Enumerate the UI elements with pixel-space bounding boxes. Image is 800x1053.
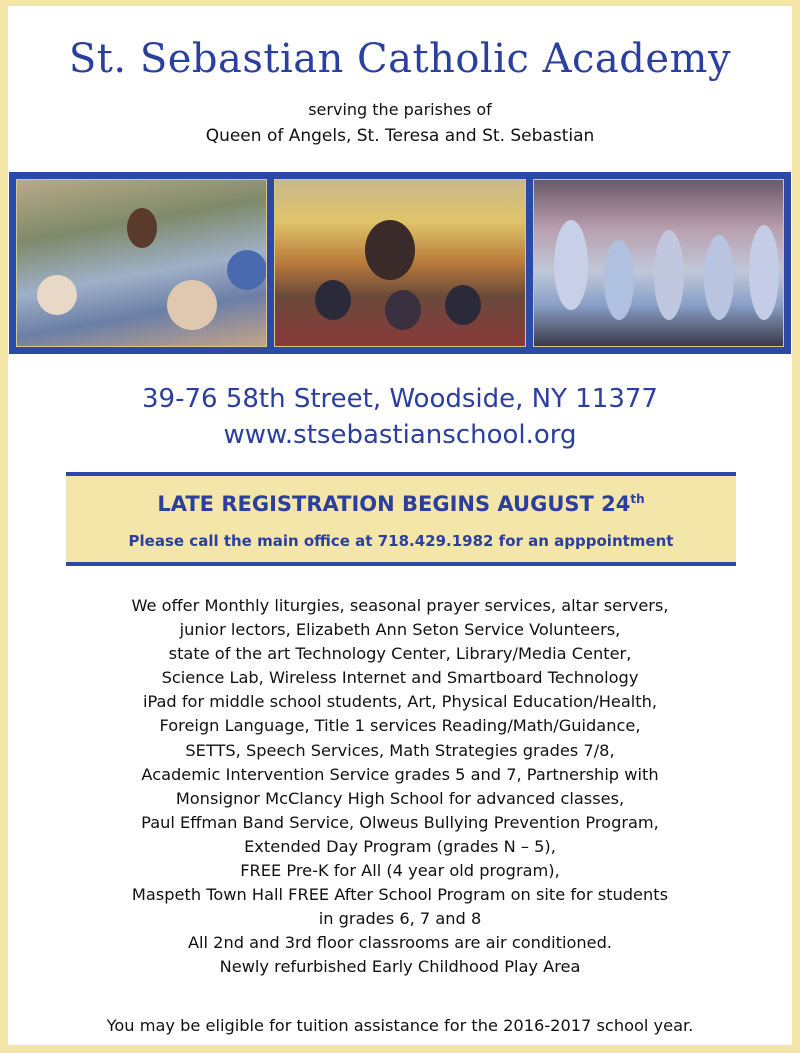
school-website-link[interactable]: www.stsebastianschool.org [223,420,577,450]
offering-line: Monsignor McClancy High School for advanced classes, [175,788,625,808]
registration-headline [66,492,736,516]
tuition-note: You may be eligible for tuition assistance for the 2016-2017 school year. [106,1016,694,1035]
offering-line: Science Lab, Wireless Internet and Smartboard Technology [161,668,639,688]
registration-headline-suffix: th [630,492,645,506]
school-address: 39-76 58th Street, Woodside, NY 11377 [142,384,658,414]
school-title: St. Sebastian Catholic Academy [68,36,732,82]
offering-line: Paul Effman Band Service, Olweus Bullying Prevention Program, [141,812,659,832]
offering-line: We offer Monthly liturgies, seasonal prayer services, altar servers, [131,596,669,615]
offering-line: All 2nd and 3rd floor classrooms are air conditioned. [187,933,613,953]
parishes-text: Queen of Angels, St. Teresa and St. Sebastian [205,126,595,146]
registration-subline: Please call the main office at 718.429.1982 for an apppointment [128,532,674,550]
classroom-photo [16,179,267,347]
offering-line: Foreign Language, Title 1 services Reading/Math/Guidance, [159,716,641,736]
offering-line: in grades 6, 7 and 8 [318,909,482,929]
offerings-list [8,594,792,980]
offering-line: FREE Pre-K for All (4 year old program), [240,861,560,881]
registration-headline-text: LATE REGISTRATION BEGINS AUGUST 24 [157,492,631,516]
offering-line: state of the art Technology Center, Library/Media Center, [168,644,632,664]
offering-line: Maspeth Town Hall FREE After School Program on site for students [131,885,669,905]
registration-banner [66,472,736,566]
offering-line: junior lectors, Elizabeth Ann Seton Service Volunteers, [179,620,621,640]
offering-line: SETTS, Speech Services, Math Strategies grades 7/8, [185,740,615,760]
serving-text: serving the parishes of [308,100,492,119]
awards-photo [533,179,784,347]
offering-line: Newly refurbished Early Childhood Play Area [219,957,581,977]
offering-line: iPad for middle school students, Art, Physical Education/Health, [142,692,658,712]
offering-line: Extended Day Program (grades N – 5), [244,836,556,856]
photo-strip [9,172,791,354]
offering-line: Academic Intervention Service grades 5 and 7, Partnership with [141,764,659,784]
story-time-photo [274,179,525,347]
flyer-content [8,6,792,1045]
